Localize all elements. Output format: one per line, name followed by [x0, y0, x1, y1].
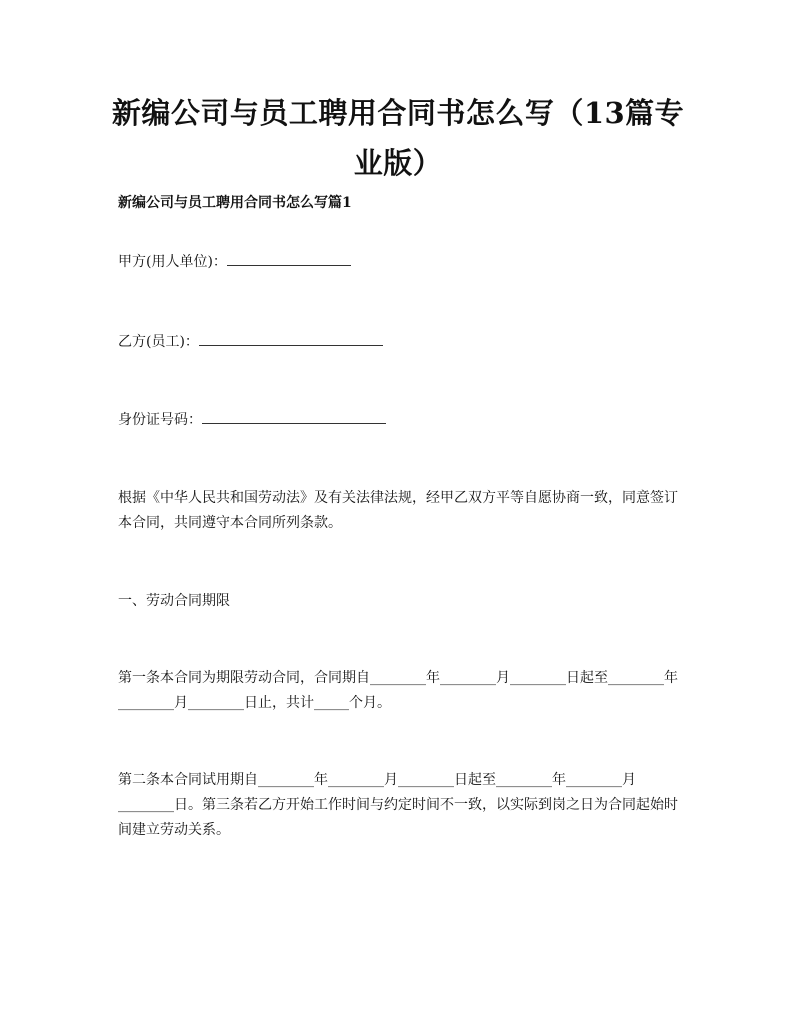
id-number-label: 身份证号码：: [118, 412, 202, 428]
contract-subtitle: 新编公司与员工聘用合同书怎么写篇1: [118, 195, 352, 211]
clause-2: 第二条本合同试用期自________年________月________日起至________年________月________日。第三条若乙方开始工作时间与约定时间不一致，以实际到岗之日为合同起始时间建立劳动关系。: [118, 772, 678, 838]
party-b-label: 乙方(员工)：: [118, 334, 199, 350]
section-heading: 一、劳动合同期限: [118, 593, 230, 609]
intro-paragraph: 根据《中华人民共和国劳动法》及有关法律法规，经甲乙双方平等自愿协商一致，同意签订本合同，共同遵守本合同所列条款。: [118, 490, 678, 531]
document-title: 新编公司与员工聘用合同书怎么写（13篇专业版）: [111, 96, 685, 180]
party-a-field: [118, 250, 684, 275]
party-b-field: [118, 330, 684, 355]
id-number-blank: [202, 411, 386, 424]
party-a-blank: [227, 253, 351, 266]
party-b-blank: [199, 333, 383, 346]
clause-1: 第一条本合同为期限劳动合同，合同期自________年________月________日起至________年________月________日止，共计_____个月。: [118, 670, 678, 711]
id-number-field: [118, 408, 684, 433]
party-a-label: 甲方(用人单位)：: [118, 254, 227, 270]
